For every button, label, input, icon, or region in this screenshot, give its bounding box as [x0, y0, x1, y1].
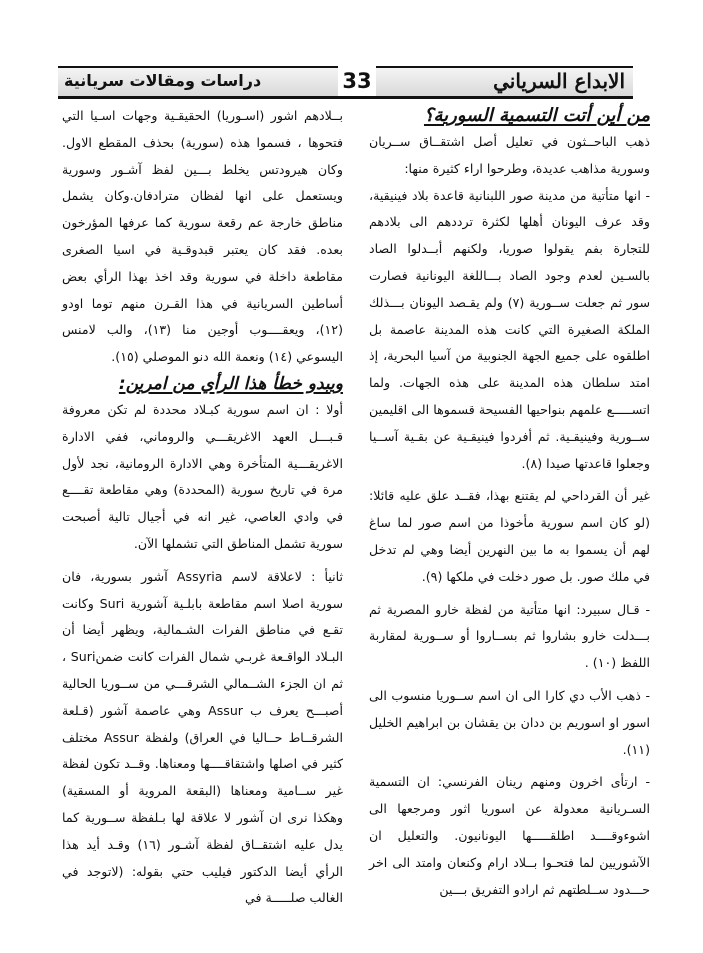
paragraph: - قـال سبيرد: انها متأتية من لفظة خارو المصرية ثم بـــدلت خارو بشاروا ثم بســاروا أو ســورية لمقاربة اللفظ (١٠) . — [369, 601, 650, 671]
article-title: من أين أتت التسمية السورية؟ — [423, 105, 650, 126]
paragraph: - انها متأتية من مدينة صور اللبنانية قاعدة بلاد فينيقية، وقد عرف اليونان أهلها لكثرة ترددهم الى بلادهم للتجارة بفم يقولوا صوريا، ولكنهم أبــدلوا الصاد بالسـين لعدم وجود الصاد بـــاللغة اليونانية فصارت سور ثم جعلت ســورية (٧) ولم يقـصد اليونان بـــذلك الملكة الصغيرة التي كانت هذه المدينة عاصمة بل اطلقوه على جميع الجهة الجنوبية من آسيا البحرية، إذ امتد سلطان هذه المدينة على هذه الجهات. ولما اتســـــع علمهم بنواحيها الفسيحة قسموها الى اقليمين ســورية وفينيقـية. ثم أفردوا فينيقـية عن بقـية آســيا وجعلوا قاعدتها صيدا (٨). — [369, 187, 650, 471]
section-subheading: ويبدو خطأ هذا الرأي من امرين: — [118, 373, 343, 394]
paragraph: بــلادهم اشور (اسـوريا) الحقيقـية وجهات اسـيا التي فتحوها ، فسموا هذه (سورية) بحذف المقطع الاول. وكان هيرودتس يخلط بـــين لفظ آشـور وسورية ويستعمل على انها لفظان مترادفان.وكان يشمل مناطق خارجة عم رقعة سورية كما عرفها المؤرخون بعده. فقد كان يعتبر قبدوقـية في اسيا الصغرى مقاطعة داخلة في سورية وقد اخذ بهذا الرأي بعض أساطين السريانية في هذا القـرن منهم توما اودو (١٢)، ويعقــــوب أوجين منا (١٣)، والب لامنس اليسوعي (١٤) ونعمة الله دنو الموصلي (١٥). — [62, 108, 343, 365]
paragraph: ثانيأ : لاعلاقة لاسم Assyria آشور بسورية، فان سورية اصلا اسم مقاطعة بابلـية آشورية Suri وكانت تقـع في مناطق الفرات الشـمالية، ويظهر أيضا أن البـلاد الواقـعة غربـي شمال الفرات كانت ضمنSuri ، ثم ان الجزء الشــمالي الشرقـــي من ســوريا الحالية أصبـــح يعرف ب Assur وهي عاصمة آشور (قـلعة الشرقــاط حــاليا في العراق) ولفظة Assur مختلف كثير في اصلها واشتقاقــــها ومعناها. وقــد تكون لفظة غير ســامية ومعناها (البقعة المروية أو المسقية) وهكذا نرى ان آشور لا علاقة لها بـلفظة ســورية كما يدل عليه اشتقــاق لفظة آشـور (١٦) وقـد أيد هذا الرأي أيضا الدكتور فيليب حتي بقوله: (لاتوجد في الغالب صلـــــة في — [62, 568, 344, 906]
paragraph: أولا : ان اسم سورية كبـلاد محددة لم تكن معروفة قـبـــل العهد الاغريقـــي والروماني، ففي الادارة الاغريقـــية المتأخرة وهي الادارة الرومانية، نجد لأول مرة في تاريخ سورية (المحددة) وهي مقاطعة تقــــع في وادي العاصي، غير انه في أجيال تالية أصبحت سورية تشمل المناطق التي تشملها الآن. — [62, 401, 343, 551]
right-column — [369, 103, 650, 903]
left-column — [62, 103, 343, 912]
section-title: دراسات ومقالات سريانية — [64, 71, 262, 90]
paragraph: - ارتأى اخرون ومنهم رينان الفرنسي: ان التسمية السـريانية معدولة عن اسوريا اثور ومرجعها الى اشوءوقــــد اطلقـــــها اليونانيون. والتعليل ان الآشوريين لما فتحـوا بــلاد ارام وكنعان وامتد الى اخر حـــدود ســلطتهم ثم ارادو التفريق بـــين — [369, 774, 650, 897]
page-number: 33 — [338, 66, 376, 96]
paragraph: - ذهب الأب دي كارا الى ان اسم ســوريا منسوب الى اسور او اسوريم بن ددان بن يقشان بن ابراهيم الخليل (١١). — [369, 687, 650, 757]
paragraph: ذهب الباحــثون في تعليل أصل اشتقــاق ســريان وسورية مذاهب عديدة، وطرحوا اراء كثيرة منها: — [369, 134, 650, 176]
paragraph: غير أن القرداحي لم يقتنع بهذا، فقــد علق عليه قائلا: (لو كان اسم سورية مأخوذا من اسم صور لما ساغ لهم أن يسموا به ما بين النهرين أيضا وهي لم تدخل في ملك صور. بل صور دخلت في ملكها (٩). — [369, 488, 650, 584]
magazine-title: الابداع السرياني — [493, 69, 625, 93]
